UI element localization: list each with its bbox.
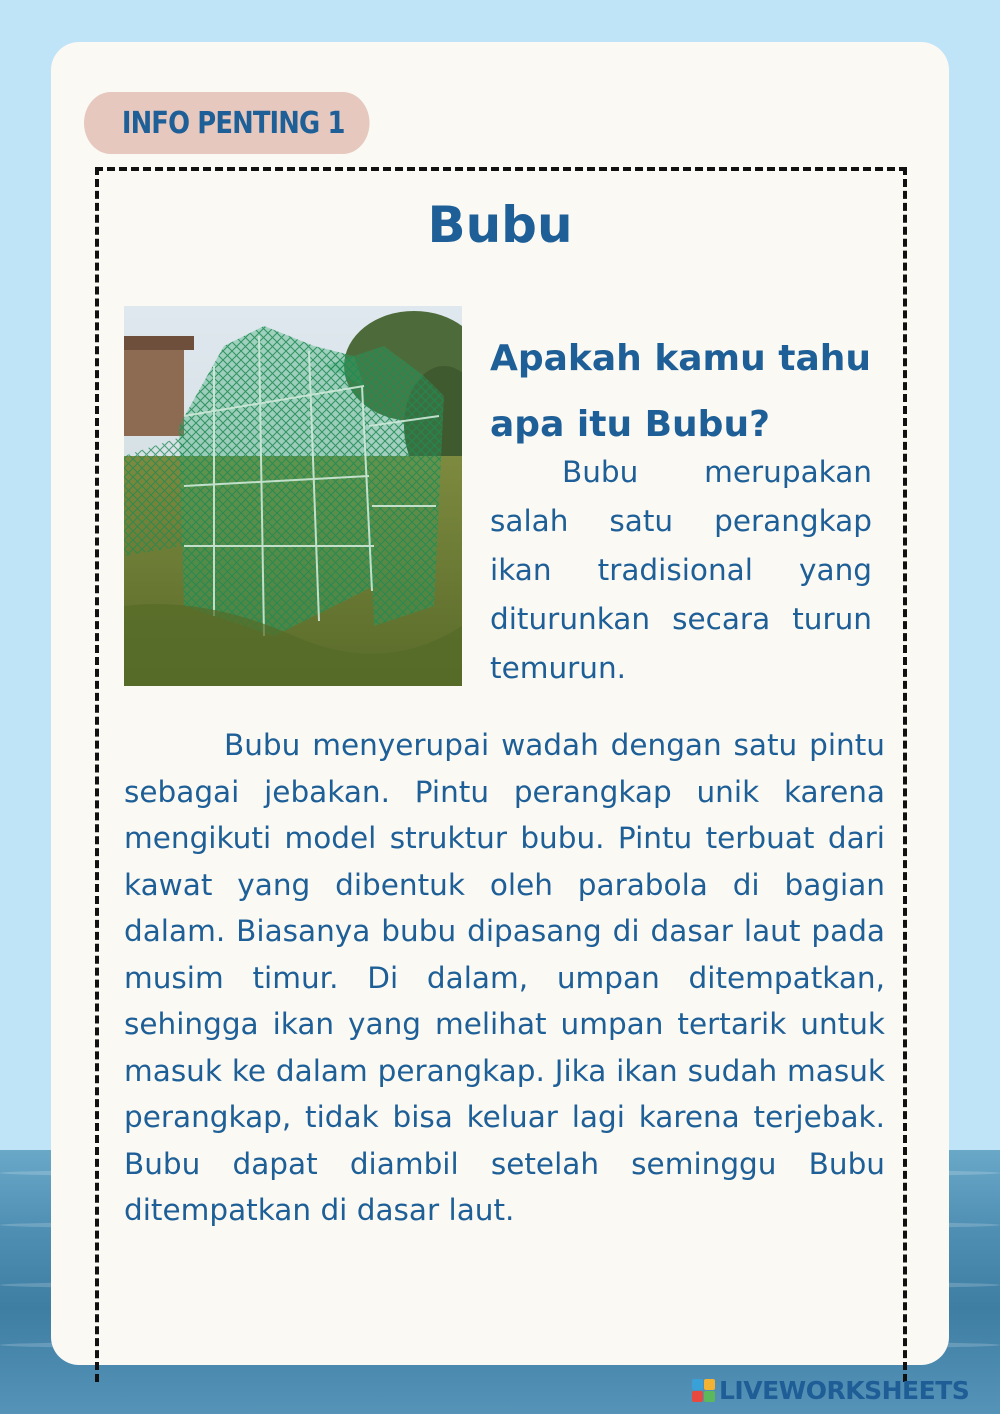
liveworksheets-watermark [692, 1372, 969, 1408]
logo-square [692, 1379, 703, 1390]
info-badge-label: INFO PENTING 1 [121, 105, 345, 141]
question-heading: Apakah kamu tahu apa itu Bubu? [490, 338, 871, 445]
fish-trap-net-photo [124, 306, 462, 686]
info-badge [84, 92, 370, 154]
intro-paragraph: Bubu merupakan salah satu perangkap ikan tradisional yang diturunkan secara turun temurun. [490, 455, 872, 685]
liveworksheets-logo-icon [692, 1379, 715, 1402]
logo-square [704, 1391, 715, 1402]
page-title: Bubu [427, 196, 573, 254]
watermark-text: LIVEWORKSHEETS [719, 1375, 970, 1405]
logo-square [704, 1379, 715, 1390]
body-paragraph: Bubu menyerupai wadah dengan satu pintu sebagai jebakan. Pintu perangkap unik karena mengikuti model struktur bubu. Pintu terbuat dari kawat yang dibentuk oleh parabola di bagian dalam. Biasanya bubu dipasang di dasar laut pada musim timur. Di dalam, umpan ditempatkan, sehingga ikan yang melihat umpan tertarik untuk masuk ke dalam perangkap. Jika ikan sudah masuk perangkap, tidak bisa keluar lagi karena terjebak. Bubu dapat diambil setelah seminggu Bubu ditempatkan di dasar laut. [124, 728, 885, 1227]
logo-square [692, 1391, 703, 1402]
fish-trap-photo-drawing [124, 306, 462, 686]
